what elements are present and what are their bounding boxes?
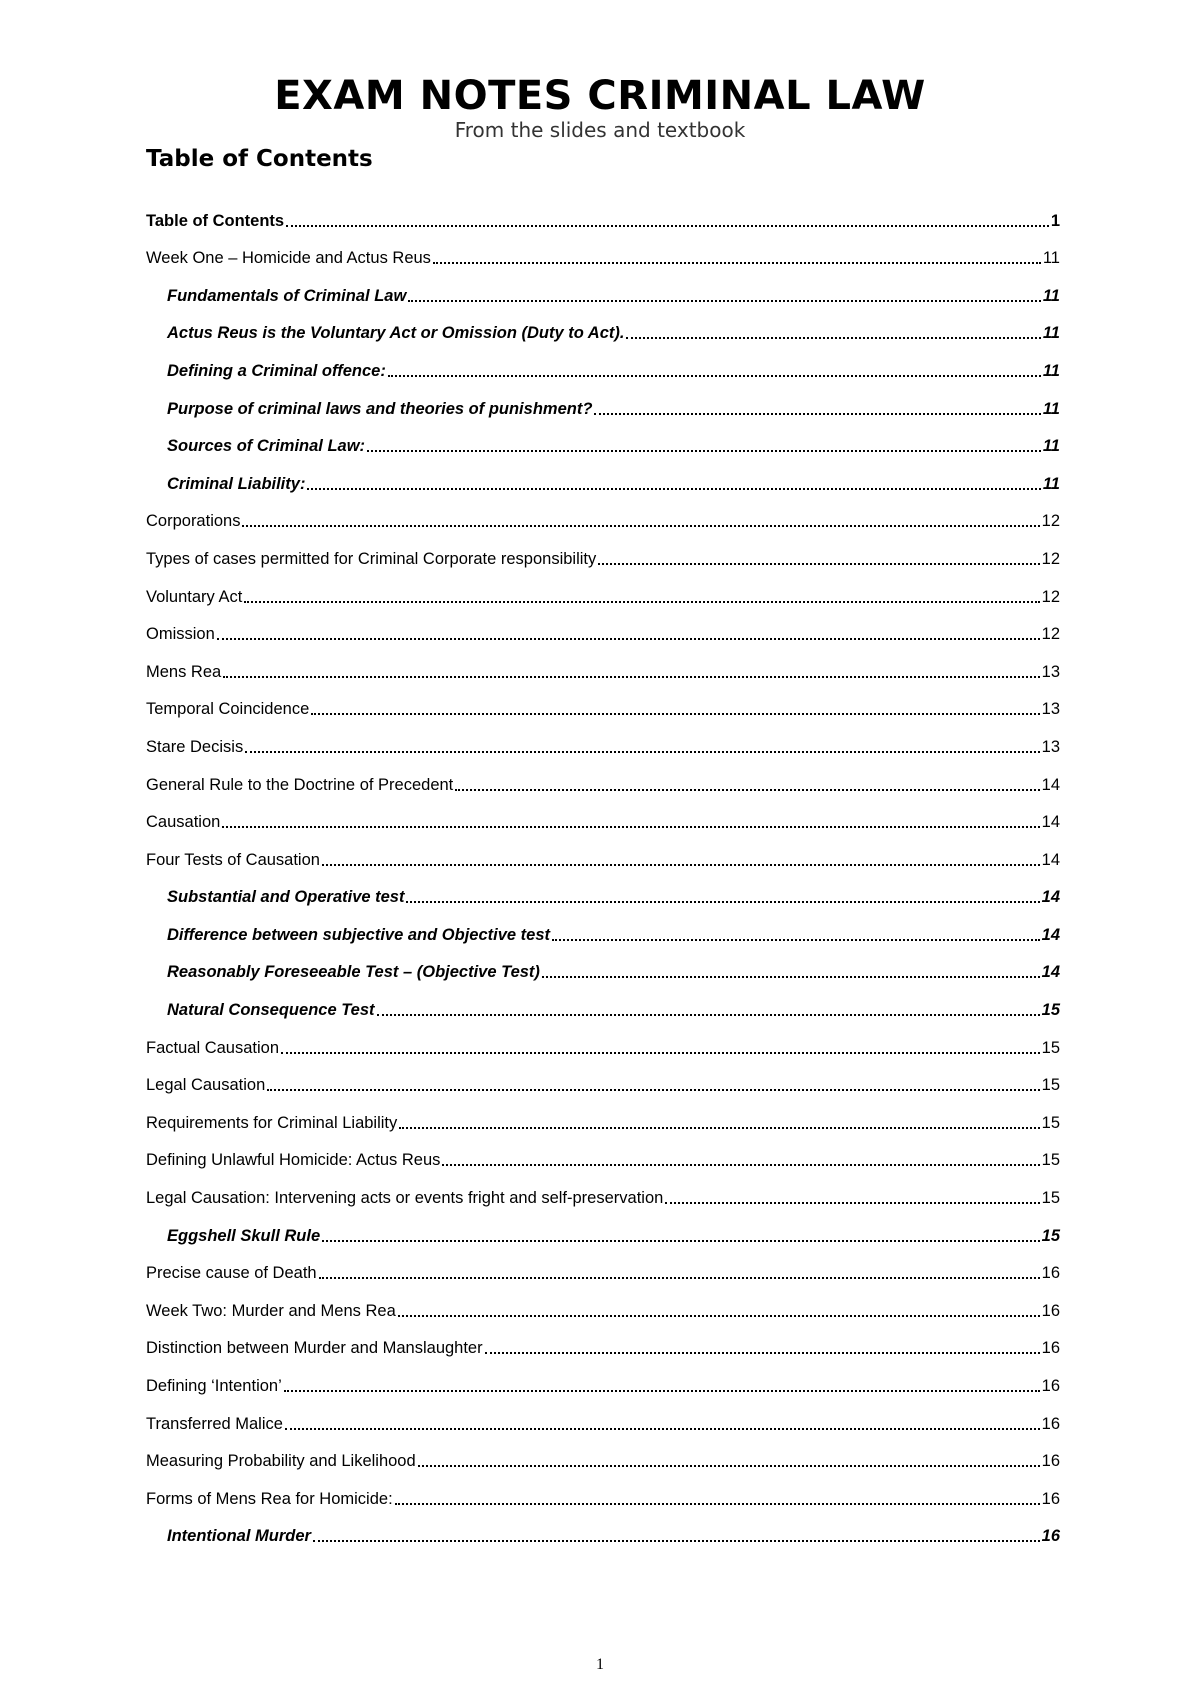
toc-entry-page[interactable]: 16 [1041,1264,1060,1283]
toc-entry[interactable] [146,1095,1060,1133]
toc-entry[interactable] [146,381,1060,419]
toc-dot-leader [485,1352,1040,1354]
toc-entry-page[interactable]: 16 [1041,1414,1060,1433]
toc-entry[interactable] [146,1358,1060,1396]
toc-dot-leader [398,1315,1040,1317]
toc-entry-page[interactable]: 14 [1041,813,1060,832]
toc-entry-page[interactable]: 11 [1042,249,1060,268]
toc-entry-label[interactable]: Mens Rea [146,662,222,681]
toc-entry-label[interactable]: Criminal Liability: [167,474,306,493]
toc-entry[interactable] [146,1283,1060,1321]
toc-entry[interactable] [146,1058,1060,1096]
toc-entry[interactable] [146,682,1060,720]
toc-dot-leader [286,225,1049,227]
toc-entry[interactable] [146,1321,1060,1359]
toc-dot-leader [285,1428,1040,1430]
toc-entry[interactable] [146,1471,1060,1509]
toc-dot-leader [267,1089,1039,1091]
toc-entry-label[interactable]: Voluntary Act [146,587,243,606]
toc-entry[interactable] [146,1170,1060,1208]
toc-entry[interactable] [146,644,1060,682]
toc-dot-leader [542,976,1040,978]
toc-dot-leader [313,1540,1040,1542]
toc-entry-label[interactable]: Week Two: Murder and Mens Rea [146,1301,396,1320]
toc-entry[interactable] [146,531,1060,569]
toc-entry[interactable] [146,1208,1060,1246]
toc-entry-label[interactable]: Fundamentals of Criminal Law [167,286,407,305]
toc-entry-page[interactable]: 16 [1041,1527,1060,1546]
toc-entry-page[interactable]: 11 [1042,361,1060,380]
toc-entry-page[interactable]: 1 [1050,211,1060,230]
toc-entry[interactable] [146,832,1060,870]
page-number: 1 [596,1656,604,1673]
toc-entry-label[interactable]: Stare Decisis [146,737,244,756]
toc-entry[interactable] [146,1246,1060,1284]
document-title: EXAM NOTES CRIMINAL LAW [274,73,926,119]
toc-entry-label[interactable]: Difference between subjective and Objective test [167,925,550,944]
toc-entry[interactable] [146,1133,1060,1171]
toc-heading: Table of Contents [146,146,373,172]
toc-entry[interactable] [146,1509,1060,1547]
toc-dot-leader [322,864,1040,866]
toc-dot-leader [222,826,1039,828]
toc-entry-label[interactable]: Temporal Coincidence [146,700,310,719]
toc-entry-label[interactable]: Week One – Homicide and Actus Reus [146,249,431,268]
toc-entry-page[interactable]: 12 [1041,549,1060,568]
toc-entry-page[interactable]: 16 [1041,1489,1060,1508]
toc-entry-label[interactable]: Factual Causation [146,1038,279,1057]
toc-entry-label[interactable]: Measuring Probability and Likelihood [146,1452,416,1471]
toc-entry-label[interactable]: Substantial and Operative test [167,888,405,907]
toc-entry-label[interactable]: Defining ‘Intention’ [146,1377,282,1395]
toc-dot-leader [395,1503,1040,1505]
toc-dot-leader [242,525,1039,527]
toc-dot-leader [418,1465,1040,1467]
toc-entry-label[interactable]: Distinction between Murder and Manslaughter [146,1339,483,1358]
toc-dot-leader [217,638,1040,640]
toc-dot-leader [281,1052,1040,1054]
toc-entry[interactable] [146,306,1060,344]
toc-entry-page[interactable]: 11 [1042,286,1060,305]
toc-entry[interactable] [146,1396,1060,1434]
toc-entry[interactable] [146,343,1060,381]
toc-entry-page[interactable]: 16 [1041,1452,1060,1471]
toc-dot-leader [433,262,1041,264]
toc-entry-label[interactable]: Reasonably Foreseeable Test – (Objective Test) [167,963,540,982]
toc-entry[interactable] [146,419,1060,457]
toc-entry-page[interactable]: 11 [1042,474,1060,493]
toc-entry[interactable] [146,193,1060,231]
toc-entry[interactable] [146,982,1060,1020]
toc-dot-leader [552,939,1040,941]
toc-entry-page[interactable]: 15 [1041,1038,1060,1057]
toc-entry-label[interactable]: Four Tests of Causation [146,850,320,869]
toc-entry-label[interactable]: Purpose of criminal laws and theories of punishment? [167,399,593,418]
toc-entry-page[interactable]: 14 [1041,925,1060,944]
toc-entry[interactable] [146,268,1060,306]
toc-dot-leader [665,1202,1039,1204]
toc-entry-label[interactable]: Defining a Criminal offence: [167,361,386,380]
toc-dot-leader [377,1014,1040,1016]
toc-entry-page[interactable]: 12 [1041,512,1060,531]
toc-entry-page[interactable]: 15 [1041,1189,1060,1208]
toc-entry-label[interactable]: Actus Reus is the Voluntary Act or Omission (Duty to Act). [167,324,625,343]
toc-entry-label[interactable]: Omission [146,625,215,644]
toc-entry-page[interactable]: 15 [1041,1001,1060,1020]
toc-entry[interactable] [146,945,1060,983]
toc-entry-label[interactable]: Natural Consequence Test [167,1001,375,1020]
toc-entry-page[interactable]: 15 [1041,1226,1060,1245]
toc-entry-page[interactable]: 12 [1041,625,1060,644]
toc-list [146,193,1060,1546]
toc-dot-leader [245,751,1039,753]
toc-entry-page[interactable]: 16 [1041,1301,1060,1320]
toc-entry-page[interactable]: 14 [1041,963,1060,982]
toc-entry-page[interactable]: 11 [1042,324,1060,343]
toc-entry-label[interactable]: General Rule to the Doctrine of Precedent [146,775,454,794]
toc-entry[interactable] [146,1020,1060,1058]
toc-entry-page[interactable]: 13 [1041,737,1060,756]
toc-entry-page[interactable]: 13 [1041,700,1060,719]
toc-dot-leader [367,450,1041,452]
toc-dot-leader [307,488,1040,490]
document-subtitle: From the slides and textbook [454,118,746,142]
toc-entry-page[interactable]: 16 [1041,1377,1060,1395]
toc-entry-page[interactable]: 11 [1042,399,1060,418]
toc-entry[interactable] [146,607,1060,645]
toc-entry[interactable] [146,456,1060,494]
toc-entry-label[interactable]: Requirements for Criminal Liability [146,1113,398,1132]
toc-entry-page[interactable]: 16 [1041,1339,1060,1358]
toc-entry[interactable] [146,569,1060,607]
toc-entry[interactable] [146,795,1060,833]
toc-entry-label[interactable]: Intentional Murder [167,1527,311,1546]
toc-dot-leader [388,375,1041,377]
toc-entry-label[interactable]: Eggshell Skull Rule [167,1226,321,1245]
toc-entry[interactable] [146,1434,1060,1472]
toc-dot-leader [408,300,1041,302]
toc-dot-leader [626,337,1040,339]
toc-dot-leader [399,1127,1039,1129]
toc-dot-leader [311,713,1039,715]
toc-entry-label[interactable]: Forms of Mens Rea for Homicide: [146,1489,393,1508]
toc-entry-label[interactable]: Sources of Criminal Law: [167,437,366,456]
toc-entry-page[interactable]: 14 [1041,850,1060,869]
toc-entry-page[interactable]: 15 [1041,1076,1060,1095]
toc-dot-leader [319,1277,1040,1279]
toc-dot-leader [598,563,1039,565]
toc-entry-label[interactable]: Legal Causation: Intervening acts or events fright and self-preservation [146,1189,664,1208]
toc-dot-leader [406,901,1039,903]
toc-entry-page[interactable]: 14 [1041,775,1060,794]
toc-entry[interactable] [146,719,1060,757]
toc-entry-label[interactable]: Transferred Malice [146,1414,283,1433]
toc-entry-page[interactable]: 15 [1041,1151,1060,1170]
toc-entry-label[interactable]: Types of cases permitted for Criminal Corporate responsibility [146,549,597,568]
toc-entry-label[interactable]: Precise cause of Death [146,1264,317,1283]
toc-entry-page[interactable]: 14 [1041,888,1060,907]
toc-dot-leader [455,789,1039,791]
toc-entry[interactable] [146,494,1060,532]
toc-dot-leader [594,413,1040,415]
toc-entry[interactable] [146,907,1060,945]
toc-entry-label[interactable]: Corporations [146,512,241,531]
toc-entry-page[interactable]: 13 [1041,662,1060,681]
toc-entry-page[interactable]: 12 [1041,587,1060,606]
toc-entry-page[interactable]: 11 [1042,437,1060,456]
toc-entry-label[interactable]: Table of Contents [146,211,285,230]
toc-entry[interactable] [146,757,1060,795]
toc-entry-label[interactable]: Defining Unlawful Homicide: Actus Reus [146,1151,441,1170]
toc-dot-leader [322,1240,1040,1242]
toc-dot-leader [244,601,1039,603]
toc-dot-leader [442,1164,1039,1166]
toc-entry[interactable] [146,231,1060,269]
toc-dot-leader [284,1390,1040,1392]
toc-entry-page[interactable]: 15 [1041,1113,1060,1132]
toc-entry[interactable] [146,870,1060,908]
toc-entry-label[interactable]: Legal Causation [146,1076,266,1095]
toc-entry-label[interactable]: Causation [146,813,221,832]
toc-dot-leader [223,676,1039,678]
